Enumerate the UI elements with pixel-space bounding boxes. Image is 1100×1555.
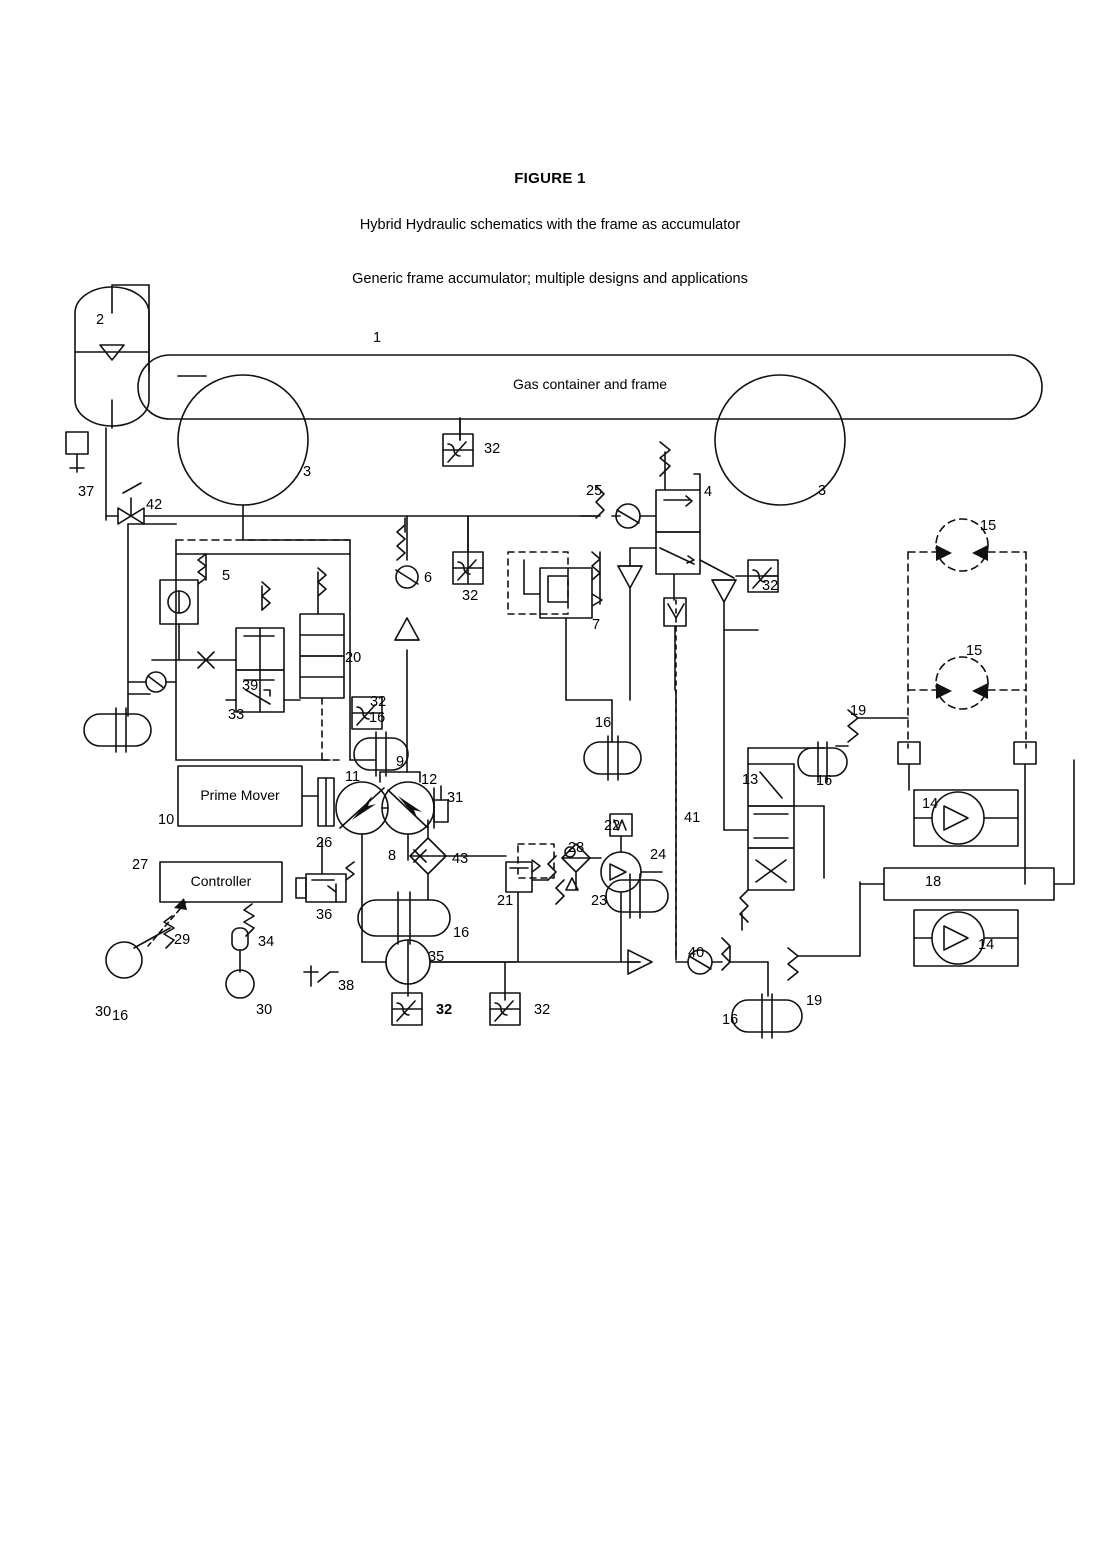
callout-2: 2 (96, 312, 105, 328)
cylinder-15-a (908, 519, 1026, 748)
callout-15a: 15 (980, 518, 997, 534)
cylinder-15-b-arrows (936, 683, 988, 699)
callout-13: 13 (742, 772, 759, 788)
callout-32c: 32 (762, 578, 779, 594)
callout-19a: 19 (850, 703, 867, 719)
callout-37: 37 (78, 484, 95, 500)
callout-32f: 32 (534, 1002, 551, 1018)
callout-18: 18 (925, 874, 942, 890)
callout-3a: 3 (303, 464, 312, 480)
valve-21-dashed-box (518, 844, 554, 878)
prime-mover-label: Prime Mover (200, 787, 280, 803)
misc-connections (128, 418, 778, 760)
callout-21: 21 (497, 893, 514, 909)
callout-30a: 30 (95, 1004, 112, 1020)
callout-42: 42 (146, 497, 163, 513)
spring-19-a (836, 710, 902, 746)
callout-19b: 19 (806, 993, 823, 1009)
callout-39: 39 (242, 678, 259, 694)
callout-32e: 32 (436, 1002, 453, 1018)
filter-32-a (443, 434, 473, 466)
callout-16d: 16 (816, 773, 833, 789)
callout-11: 11 (345, 769, 361, 785)
spring-19-b (788, 882, 860, 980)
callout-35: 35 (428, 949, 445, 965)
callout-4: 4 (704, 484, 713, 500)
callout-14b: 14 (978, 937, 995, 953)
reservoir-16-c (584, 700, 641, 780)
callout-22: 22 (604, 818, 621, 834)
controller-arrowhead (174, 898, 187, 910)
callout-38: 38 (338, 978, 355, 994)
callout-23: 23 (591, 893, 608, 909)
callout-26: 26 (316, 835, 333, 851)
callout-30b: 30 (256, 1002, 273, 1018)
pressure-valve-7 (524, 548, 656, 700)
callout-29: 29 (174, 932, 191, 948)
callout-10: 10 (158, 812, 175, 828)
controller-label: Controller (190, 873, 252, 889)
callout-16b: 16 (369, 710, 386, 726)
figure-subtitle-2: Generic frame accumulator; multiple designs and applications (352, 271, 748, 287)
valve-42 (106, 483, 176, 524)
cylinder-ports (898, 718, 1036, 884)
callout-32b: 32 (462, 588, 479, 604)
callout-8: 8 (388, 848, 397, 864)
figure-subtitle-1: Hybrid Hydraulic schematics with the frame as accumulator (359, 217, 741, 233)
input-29-pedal (106, 916, 174, 978)
motor-14-b (914, 910, 1018, 966)
manifold-18 (860, 760, 1074, 900)
reservoir-23 (606, 874, 668, 918)
callout-43: 43 (452, 851, 469, 867)
cylinder-15-b (908, 657, 1026, 709)
reservoir-16-a (84, 694, 151, 752)
bottom-rails (430, 690, 676, 962)
valve-20-stack (205, 568, 344, 712)
callout-7: 7 (592, 617, 601, 633)
callout-14a: 14 (922, 796, 939, 812)
filter-32-e (392, 993, 422, 1025)
callout-32a: 32 (484, 441, 501, 457)
callout-25: 25 (586, 483, 603, 499)
callout-16c: 16 (595, 715, 612, 731)
callout-16f: 16 (722, 1012, 739, 1028)
figure-title: FIGURE 1 (514, 170, 586, 187)
callout-31: 31 (447, 790, 464, 806)
callout-40: 40 (688, 945, 705, 961)
cylinder-15-a-arrows (936, 545, 988, 561)
callout-34: 34 (258, 934, 275, 950)
valve-group-dashed (322, 698, 340, 760)
callout-12: 12 (421, 772, 438, 788)
pump-35 (362, 896, 516, 1000)
callout-16a: 16 (112, 1008, 129, 1024)
callout-32d: 32 (370, 694, 387, 710)
reservoir-16-f (732, 994, 802, 1038)
callout-28: 28 (568, 840, 585, 856)
switch-38 (304, 966, 338, 986)
callout-16e: 16 (453, 925, 470, 941)
callout-6: 6 (424, 570, 433, 586)
callout-15b: 15 (966, 643, 983, 659)
callout-36: 36 (316, 907, 333, 923)
valve-21 (506, 856, 556, 906)
callout-9: 9 (396, 754, 405, 770)
directional-valve-4 (656, 442, 758, 690)
callout-24: 24 (650, 847, 667, 863)
reservoir-16-e (358, 892, 450, 944)
input-34-lever (226, 904, 254, 998)
callout-5: 5 (222, 568, 231, 584)
callout-3b: 3 (818, 483, 827, 499)
callout-41: 41 (684, 810, 701, 826)
callout-1: 1 (373, 330, 382, 346)
callout-27: 27 (132, 857, 149, 873)
callout-33: 33 (228, 707, 245, 723)
frame-label: Gas container and frame (512, 376, 668, 392)
valve-7-dashed-box (508, 552, 568, 614)
main-rails (128, 418, 603, 772)
callout-20: 20 (345, 650, 362, 666)
relief-valve-5 (128, 554, 214, 692)
directional-valve-13 (724, 630, 824, 930)
